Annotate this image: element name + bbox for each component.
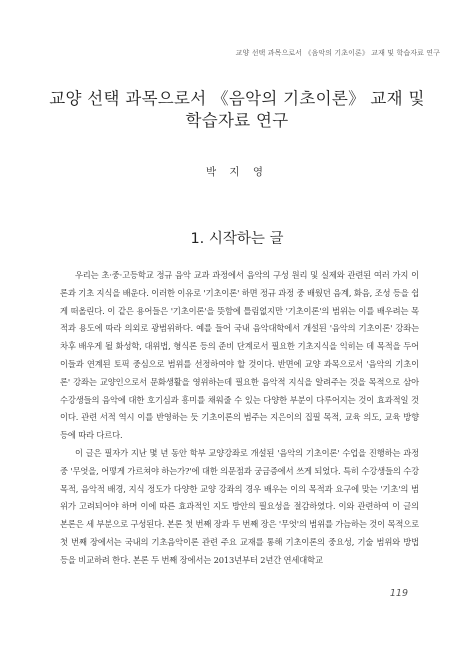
paragraph-2: 이 글은 필자가 지난 몇 년 동안 학부 교양강좌로 개설된 '음악의 기초이론' 수업을 진행하는 과정 중 '무엇을, 어떻게 가르쳐야 하는가?'에 대한 의문점과 궁금증에서 쓰게 되었다. 특히 수강생들의 수강목적, 음악적 배경, 지식 정도가 다양한 교양 강좌의 경우 배우는 이의 목적과 요구에 맞는 '기초'의 범위가 고려되어야 하며 이에 따른 효과적인 지도 방안의 필요성을 절감하였다. 이와 관련하여 이 글의 본론은 세 부분으로 구성된다. 본론 첫 번째 장과 두 번째 장은 '무엇'의 범위를 가늠하는 것이 목적으로 첫 번째 장에서는 국내의 기초음악이론 관련 주요 교재를 통해 기초이론의 중요성, 기술 범위와 방법 등을 비교하려 한다. 본론 두 번째 장에서는 2013년부터 2년간 연세대학교 xyxy=(60,447,419,565)
paragraph-1: 우리는 초·중·고등학교 정규 음악 교과 과정에서 음악의 구성 원리 및 실제와 관련된 여러 가지 이론과 기초 지식을 배운다. 이러한 이유로 '기초이론' 하면 정규 과정 중 배웠던 음계, 화음, 조성 등을 쉽게 떠올린다. 이 같은 용어들은 '기초이론'을 뜻함에 틀림없지만 '기초이론'의 범위는 이를 배우려는 목적과 용도에 따라 의외로 광범위하다. 예를 들어 국내 음악대학에서 개설된 '음악의 기초이론' 강좌는 차후 배우게 될 화성학, 대위법, 형식론 등의 준비 단계로서 필요한 기초지식을 익히는 데 목적을 두어 이들과 연계된 토픽 중심으로 범위를 선정하여야 할 것이다. 반면에 교양 과목으로서 '음악의 기초이론' 강좌는 교양인으로서 문화생활을 영위하는데 필요한 음악적 지식을 알려주는 것을 목적으로 삼아 수강생들의 음악에 대한 호기심과 흥미를 채워줄 수 있는 다양한 부분이 다루어지는 것이 효과적일 것이다. 관련 서적 역시 이를 반영하는 듯 기초이론의 범주는 지은이의 집필 목적, 교육 의도, 교육 방향 등에 따라 다르다. xyxy=(60,270,419,441)
page-title xyxy=(40,88,434,132)
title-line-2: 학습자료 연구 xyxy=(185,111,289,130)
running-header: 교양 선택 과목으로서 《음악의 기초이론》 교재 및 학습자료 연구 xyxy=(235,49,440,57)
author-name: 박 지 영 xyxy=(205,166,269,178)
body-text xyxy=(60,267,419,570)
title-line-1: 교양 선택 과목으로서 《음악의 기초이론》 교재 및 xyxy=(49,89,425,108)
section-heading: 1. 시작하는 글 xyxy=(190,231,284,247)
page-number: 119 xyxy=(389,588,408,599)
